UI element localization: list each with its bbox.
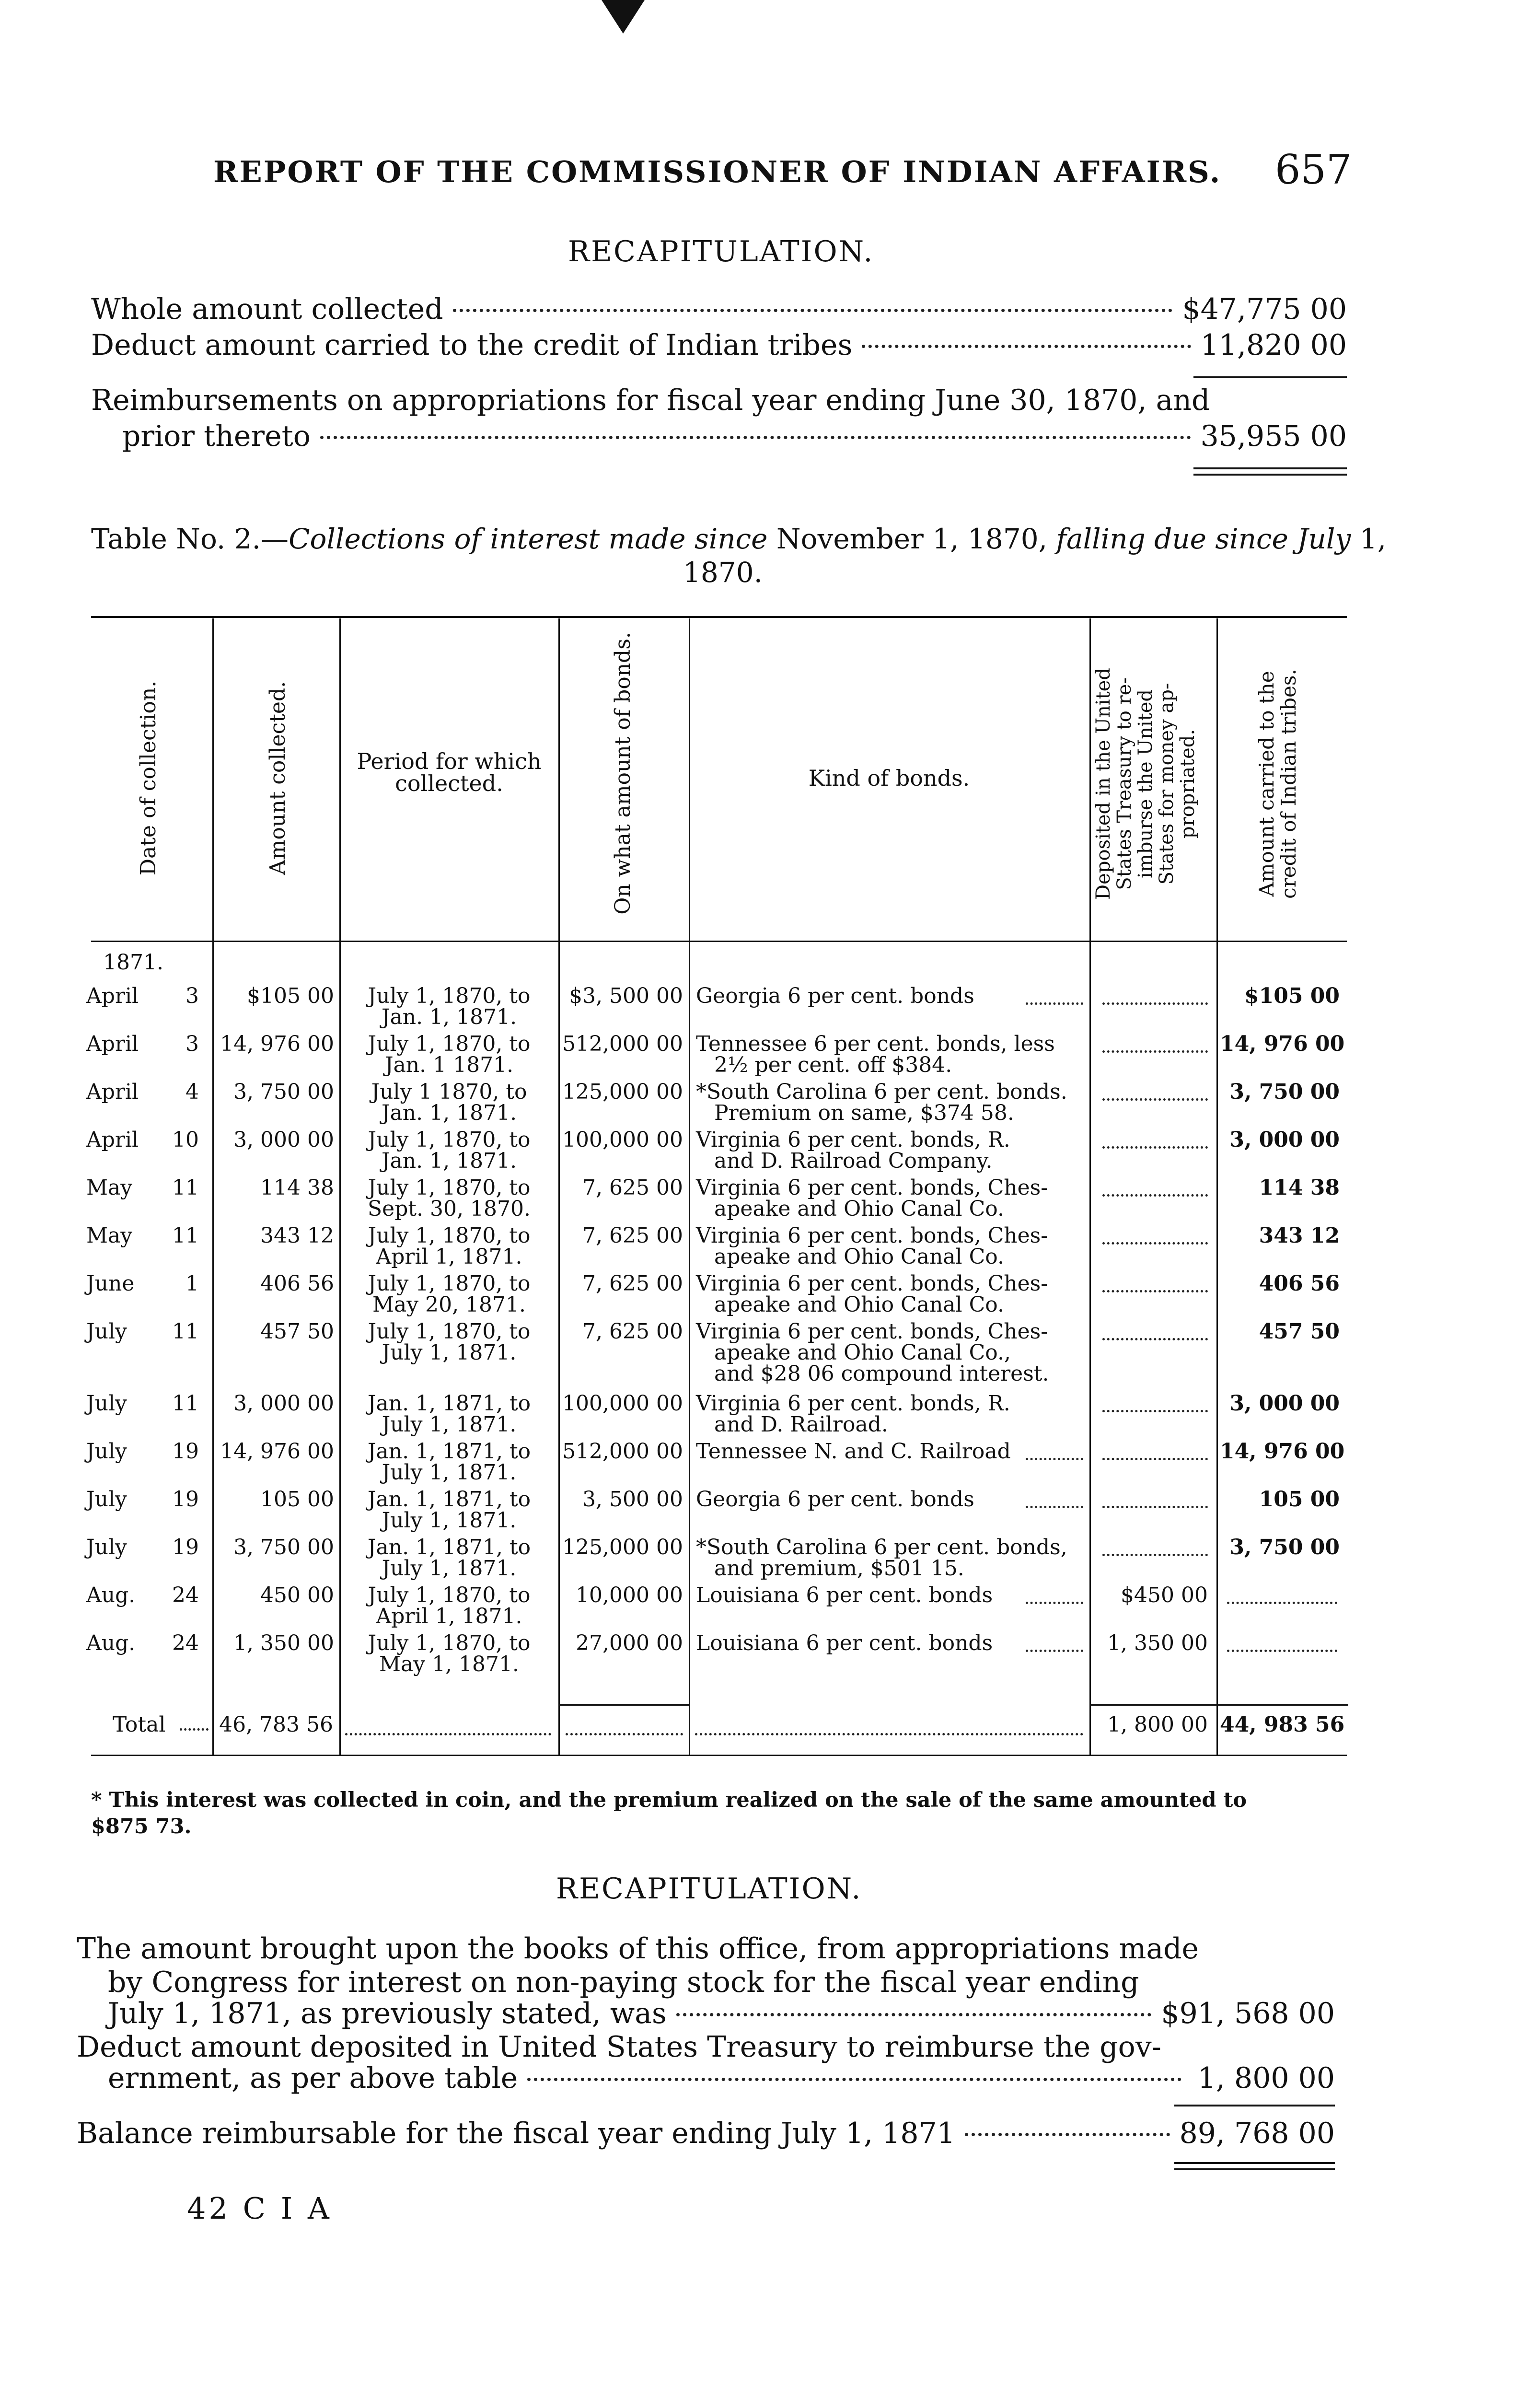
row-kind-line1: Virginia 6 per cent. bonds, R.	[696, 1391, 1010, 1416]
row-kind-line1: *South Carolina 6 per cent. bonds,	[696, 1535, 1067, 1559]
row-period-end: Sept. 30, 1870.	[368, 1197, 531, 1221]
row-period-start: July 1, 1870, to	[368, 1223, 531, 1248]
row-day: 3	[185, 1032, 199, 1056]
dot-leader	[180, 1728, 208, 1731]
recap2-p1-c: July 1, 1871, as previously stated, was	[108, 1997, 667, 2030]
row-day: 19	[172, 1439, 199, 1464]
row-bonds-amount: $3, 500 00	[569, 984, 683, 1008]
row-period-start: Jan. 1, 1871, to	[367, 1391, 531, 1416]
header-credit	[1256, 640, 1308, 928]
row-kind-line1: Tennessee N. and C. Railroad	[696, 1439, 1011, 1464]
header-period-b: collected.	[395, 770, 503, 796]
row-kind-line1: Virginia 6 per cent. bonds, Ches-	[696, 1271, 1048, 1296]
header-period-a: Period for which	[357, 748, 542, 774]
row-period-start: July 1, 1870, to	[368, 1631, 531, 1655]
row-bonds-amount: 3, 500 00	[582, 1487, 683, 1512]
row-period-start: July 1, 1870, to	[368, 1032, 531, 1056]
running-title: REPORT OF THE COMMISSIONER OF INDIAN AFFAIRS.	[213, 154, 1222, 189]
col-divider	[339, 618, 341, 1755]
row-period-end: May 20, 1871.	[372, 1292, 526, 1317]
row-amount: 105 00	[260, 1487, 334, 1512]
row-bonds-amount: 125,000 00	[562, 1535, 683, 1559]
header-credit-2: credit of Indian tribes.	[1277, 669, 1300, 899]
dot-leader	[1102, 1194, 1208, 1197]
year-label: 1871.	[103, 950, 163, 975]
row-day: 1	[185, 1271, 199, 1296]
dot-leader	[1026, 1506, 1083, 1508]
dot-leader	[695, 1733, 1083, 1735]
row-day: 3	[185, 984, 199, 1008]
row-amount: 1, 350 00	[233, 1631, 334, 1655]
row-credited: 3, 750 00	[1229, 1535, 1340, 1559]
header-deposited-1: Deposited in the United	[1092, 668, 1114, 900]
row-month: July	[86, 1535, 127, 1559]
row-kind-line1: Virginia 6 per cent. bonds, R.	[696, 1128, 1010, 1152]
row-period-start: July 1, 1870, to	[368, 1319, 531, 1344]
row-period-end: July 1, 1871.	[382, 1508, 517, 1533]
row-kind-line2: and D. Railroad.	[714, 1412, 888, 1437]
dot-leader	[1102, 1098, 1208, 1101]
row-month: July	[86, 1439, 127, 1464]
recap2-p1-amount: $91, 568 00	[1161, 1997, 1335, 2030]
recap2-p1-a: The amount brought upon the books of this office, from appropriations made	[77, 1932, 1199, 1966]
row-credited: 105 00	[1259, 1487, 1340, 1512]
dot-leader	[1102, 1506, 1208, 1508]
row-month: Aug.	[86, 1583, 136, 1607]
row-kind-line3: and $28 06 compound interest.	[714, 1361, 1049, 1386]
row-period-end: July 1, 1871.	[382, 1556, 517, 1581]
row-kind-line1: Georgia 6 per cent. bonds	[696, 984, 974, 1008]
table-caption-italic: Collections of interest made since	[289, 523, 768, 555]
recap2-heading: RECAPITULATION.	[556, 1872, 862, 1906]
row-amount: 3, 750 00	[233, 1080, 334, 1104]
dot-leader	[1102, 1002, 1208, 1005]
row-kind-line2: and premium, $501 15.	[714, 1556, 964, 1581]
col-divider	[212, 618, 214, 1755]
row-bonds-amount: 100,000 00	[562, 1391, 683, 1416]
row-kind-line1: Louisiana 6 per cent. bonds	[696, 1583, 993, 1607]
header-deposited-5: propriated.	[1177, 729, 1199, 839]
dot-leader	[862, 345, 1191, 348]
double-rule	[1193, 474, 1347, 476]
row-amount: 114 38	[260, 1175, 334, 1200]
dot-leader	[1227, 1602, 1337, 1604]
dot-leader	[1102, 1050, 1208, 1053]
header-kind: Kind of bonds.	[808, 765, 970, 791]
footnote-line1: * This interest was collected in coin, and the premium realized on the sale of the same amounted to	[91, 1788, 1247, 1812]
row-day: 11	[172, 1319, 199, 1344]
recap2-p2	[108, 2061, 1335, 2095]
dot-leader	[1026, 1002, 1083, 1005]
row-period-start: July 1 1870, to	[371, 1080, 527, 1104]
total-label: Total	[113, 1712, 166, 1737]
dot-leader	[1102, 1290, 1208, 1292]
row-amount: $105 00	[247, 984, 334, 1008]
row-period-end: Jan. 1 1871.	[384, 1053, 514, 1077]
recap2-p2-b: ernment, as per above table	[108, 2061, 518, 2095]
row-amount: 14, 976 00	[220, 1439, 334, 1464]
row-kind-line2: 2½ per cent. off $384.	[714, 1053, 952, 1077]
row-month: June	[86, 1271, 135, 1296]
row-day: 10	[172, 1128, 199, 1152]
row-kind-line1: Virginia 6 per cent. bonds, Ches-	[696, 1319, 1048, 1344]
row-day: 19	[172, 1535, 199, 1559]
recap2-p2-amount: 1, 800 00	[1197, 2061, 1335, 2095]
rule	[1089, 1704, 1348, 1706]
recap1-line3-label-b: prior thereto	[122, 419, 311, 453]
row-kind-line2: apeake and Ohio Canal Co.	[714, 1292, 1004, 1317]
dot-leader	[320, 436, 1191, 439]
table-caption-prefix: Table No. 2.—	[91, 523, 289, 555]
table-caption-end: 1,	[1351, 523, 1387, 555]
recap1-line2	[91, 328, 1347, 362]
row-period-start: July 1, 1870, to	[368, 984, 531, 1008]
row-day: 11	[172, 1391, 199, 1416]
row-bonds-amount: 7, 625 00	[582, 1223, 683, 1248]
double-rule	[1174, 2162, 1335, 2164]
row-month: July	[86, 1391, 127, 1416]
recap1-line2-label: Deduct amount carried to the credit of Indian tribes	[91, 328, 853, 362]
row-period-start: Jan. 1, 1871, to	[367, 1535, 531, 1559]
dot-leader	[1227, 1650, 1337, 1652]
table-top-rule	[91, 616, 1347, 618]
header-deposited	[1093, 640, 1213, 928]
row-kind-line2: Premium on same, $374 58.	[714, 1101, 1014, 1125]
row-amount: 450 00	[260, 1583, 334, 1607]
row-credited: 3, 000 00	[1229, 1391, 1340, 1416]
dot-leader	[1102, 1338, 1208, 1340]
dot-leader	[527, 2078, 1181, 2081]
row-day: 4	[185, 1080, 199, 1104]
row-kind-line2: apeake and Ohio Canal Co.	[714, 1245, 1004, 1269]
col-divider	[1216, 618, 1218, 1755]
row-period-start: July 1, 1870, to	[368, 1271, 531, 1296]
row-month: July	[86, 1319, 127, 1344]
row-day: 19	[172, 1487, 199, 1512]
row-credited: 14, 976 00	[1220, 1032, 1345, 1056]
row-bonds-amount: 512,000 00	[562, 1439, 683, 1464]
recap2-p1	[108, 1997, 1335, 2030]
total-deposited: 1, 800 00	[1107, 1712, 1208, 1737]
header-deposited-3: imburse the United	[1135, 689, 1157, 878]
row-day: 11	[172, 1175, 199, 1200]
row-period-end: May 1, 1871.	[379, 1652, 520, 1676]
recap1-line3	[122, 419, 1347, 453]
row-bonds-amount: 7, 625 00	[582, 1271, 683, 1296]
dot-leader	[1102, 1410, 1208, 1412]
dot-leader	[1026, 1458, 1083, 1460]
table-caption-line2: 1870.	[683, 556, 763, 589]
row-credited: 406 56	[1259, 1271, 1340, 1296]
dot-leader	[1026, 1650, 1083, 1652]
dot-leader	[453, 309, 1173, 312]
recap1-line1-amount: $47,775 00	[1182, 292, 1347, 326]
row-month: April	[86, 1032, 139, 1056]
row-credited: 343 12	[1259, 1223, 1340, 1248]
row-bonds-amount: 7, 625 00	[582, 1175, 683, 1200]
recap1-heading: RECAPITULATION.	[568, 235, 874, 268]
row-period-end: Jan. 1, 1871.	[381, 1005, 517, 1029]
row-day: 24	[172, 1583, 199, 1607]
recap2-p2-a: Deduct amount deposited in United States Treasury to reimburse the gov-	[77, 2030, 1161, 2064]
row-credited: 3, 750 00	[1229, 1080, 1340, 1104]
footnote-line2: $875 73.	[91, 1815, 192, 1838]
row-kind-line1: Virginia 6 per cent. bonds, Ches-	[696, 1175, 1048, 1200]
header-bonds-amount: On what amount of bonds.	[611, 632, 635, 915]
binding-mark-icon	[602, 0, 645, 34]
table-caption-mid: November 1, 1870,	[767, 523, 1056, 555]
header-date: Date of collection.	[136, 680, 161, 876]
dot-leader	[676, 2013, 1152, 2016]
dot-leader	[1102, 1146, 1208, 1149]
recap1-line3-amount: 35,955 00	[1200, 419, 1347, 453]
table-caption	[91, 523, 1386, 555]
row-month: April	[86, 984, 139, 1008]
double-rule	[1193, 467, 1347, 469]
row-amount: 457 50	[260, 1319, 334, 1344]
recap2-p3-label: Balance reimbursable for the fiscal year ending July 1, 1871	[77, 2117, 955, 2150]
dot-leader	[1102, 1554, 1208, 1556]
header-deposited-2: States Treasury to re-	[1113, 677, 1135, 890]
recap1-line1	[91, 292, 1347, 326]
page-number: 657	[1275, 146, 1352, 193]
row-credited: 3, 000 00	[1229, 1128, 1340, 1152]
row-kind-line2: apeake and Ohio Canal Co.,	[714, 1340, 1011, 1365]
header-credit-1: Amount carried to the	[1255, 671, 1278, 897]
row-bonds-amount: 100,000 00	[562, 1128, 683, 1152]
row-period-end: Jan. 1, 1871.	[381, 1149, 517, 1173]
row-month: July	[86, 1487, 127, 1512]
row-deposited: 1, 350 00	[1107, 1631, 1208, 1655]
rule	[1193, 376, 1347, 378]
row-bonds-amount: 7, 625 00	[582, 1319, 683, 1344]
recap1-line3-label-a: Reimbursements on appropriations for fiscal year ending June 30, 1870, and	[91, 384, 1210, 417]
table-bottom-rule	[91, 1755, 1347, 1756]
dot-leader	[1102, 1242, 1208, 1245]
row-bonds-amount: 125,000 00	[562, 1080, 683, 1104]
row-day: 11	[172, 1223, 199, 1248]
row-kind-line2: and D. Railroad Company.	[714, 1149, 993, 1173]
double-rule	[1174, 2168, 1335, 2170]
header-deposited-4: States for money ap-	[1156, 683, 1178, 885]
row-amount: 14, 976 00	[220, 1032, 334, 1056]
recap1-line2-amount: 11,820 00	[1200, 328, 1347, 362]
rule	[558, 1704, 689, 1706]
row-credited: 457 50	[1259, 1319, 1340, 1344]
row-month: Aug.	[86, 1631, 136, 1655]
dot-leader	[1026, 1602, 1083, 1604]
row-month: May	[86, 1223, 133, 1248]
row-amount: 343 12	[260, 1223, 334, 1248]
row-bonds-amount: 10,000 00	[576, 1583, 683, 1607]
table-caption-italic2: falling due since July	[1056, 523, 1351, 555]
row-month: May	[86, 1175, 133, 1200]
row-period-end: July 1, 1871.	[382, 1460, 517, 1485]
row-period-start: July 1, 1870, to	[368, 1128, 531, 1152]
row-period-end: Jan. 1, 1871.	[381, 1101, 517, 1125]
rule	[1174, 2105, 1335, 2106]
recap1-line1-label: Whole amount collected	[91, 292, 443, 326]
row-month: April	[86, 1080, 139, 1104]
col-divider	[558, 618, 560, 1755]
row-amount: 3, 000 00	[233, 1128, 334, 1152]
total-credited: 44, 983 56	[1220, 1712, 1345, 1737]
row-period-start: Jan. 1, 1871, to	[367, 1439, 531, 1464]
row-kind-line1: Virginia 6 per cent. bonds, Ches-	[696, 1223, 1048, 1248]
table-header-rule	[91, 941, 1347, 942]
row-credited: 114 38	[1259, 1175, 1340, 1200]
dot-leader	[566, 1733, 683, 1735]
row-bonds-amount: 512,000 00	[562, 1032, 683, 1056]
row-kind-line1: *South Carolina 6 per cent. bonds.	[696, 1080, 1067, 1104]
row-day: 24	[172, 1631, 199, 1655]
row-period-end: July 1, 1871.	[382, 1340, 517, 1365]
col-divider	[1089, 618, 1091, 1755]
dot-leader	[1102, 1458, 1208, 1460]
total-amount: 46, 783 56	[219, 1712, 333, 1737]
dot-leader	[345, 1733, 551, 1735]
row-period-end: April 1, 1871.	[376, 1245, 522, 1269]
recap2-p3-amount: 89, 768 00	[1179, 2117, 1335, 2150]
row-period-end: July 1, 1871.	[382, 1412, 517, 1437]
signature-mark: 42 C I A	[187, 2191, 332, 2226]
row-period-end: April 1, 1871.	[376, 1604, 522, 1629]
row-amount: 3, 000 00	[233, 1391, 334, 1416]
row-period-start: July 1, 1870, to	[368, 1175, 531, 1200]
row-kind-line1: Georgia 6 per cent. bonds	[696, 1487, 974, 1512]
row-period-start: July 1, 1870, to	[368, 1583, 531, 1607]
row-credited: 14, 976 00	[1220, 1439, 1345, 1464]
row-amount: 3, 750 00	[233, 1535, 334, 1559]
recap2-p1-b: by Congress for interest on non-paying stock for the fiscal year ending	[108, 1966, 1139, 1999]
row-deposited: $450 00	[1121, 1583, 1208, 1607]
header-period	[341, 750, 557, 794]
recap2-p3	[77, 2117, 1335, 2150]
row-month: April	[86, 1128, 139, 1152]
row-kind-line1: Louisiana 6 per cent. bonds	[696, 1631, 993, 1655]
row-kind-line2: apeake and Ohio Canal Co.	[714, 1197, 1004, 1221]
header-amount: Amount collected.	[266, 681, 290, 875]
row-period-start: Jan. 1, 1871, to	[367, 1487, 531, 1512]
row-credited: $105 00	[1244, 984, 1340, 1008]
row-kind-line1: Tennessee 6 per cent. bonds, less	[696, 1032, 1055, 1056]
dot-leader	[965, 2133, 1170, 2136]
row-amount: 406 56	[260, 1271, 334, 1296]
row-bonds-amount: 27,000 00	[576, 1631, 683, 1655]
